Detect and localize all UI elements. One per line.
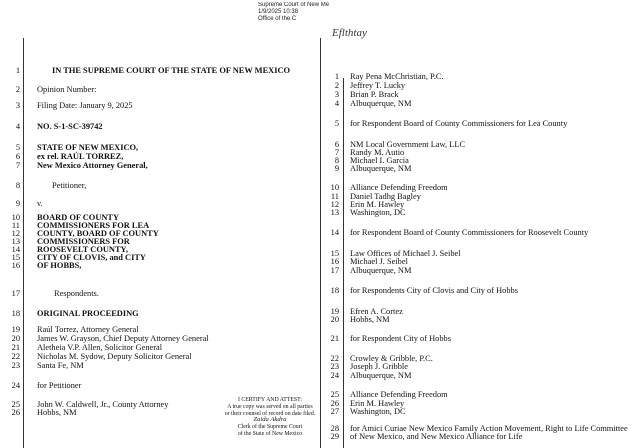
filing-stamp	[258, 2, 368, 23]
right-line-text: for Respondent City of Hobbs	[350, 334, 451, 343]
left-line-number: 10	[11, 213, 20, 222]
left-line-number: 1	[15, 66, 20, 75]
left-line-number: 18	[11, 309, 20, 318]
right-line-number: 25	[330, 390, 339, 399]
right-line-number: 20	[330, 315, 339, 324]
right-line-number: 15	[330, 249, 339, 258]
right-line-number: 1	[334, 72, 339, 81]
right-line-number: 2	[334, 81, 339, 90]
left-line-text: BOARD OF COUNTY	[37, 213, 120, 222]
left-line-text: Aletheia V.P. Allen, Solicitor General	[37, 343, 163, 352]
right-line-number: 12	[330, 200, 339, 209]
right-line-text: Efren A. Cortez	[350, 307, 403, 316]
right-line-number: 17	[330, 266, 339, 275]
right-line-text: Albuquerque, NM	[350, 371, 412, 380]
certification-block	[214, 397, 326, 438]
left-line-text: OF HOBBS,	[37, 261, 82, 270]
left-line-text: ORIGINAL PROCEEDING	[37, 309, 139, 318]
left-margin-rule	[23, 38, 24, 448]
stamp-office: Office of the C	[258, 16, 297, 22]
left-line-text: ROOSEVELT COUNTY,	[37, 245, 128, 254]
left-line-text: ex rel. RAÚL TORREZ,	[37, 152, 124, 161]
left-line-text: COMMISSIONERS FOR LEA	[37, 221, 150, 230]
certify-line4: of the State of New Mexico	[237, 430, 303, 437]
right-line-number: 10	[330, 183, 339, 192]
right-line-number: 6	[334, 140, 339, 149]
right-line-text: Ray Pena McChristian, P.C.	[350, 72, 444, 81]
left-line-text: IN THE SUPREME COURT OF THE STATE OF NEW MEXICO	[52, 66, 291, 75]
right-line-number: 14	[330, 228, 339, 237]
left-line-text: NO. S-1-SC-39742	[37, 122, 103, 131]
left-line-number: 7	[15, 161, 20, 170]
right-line-number: 28	[330, 424, 339, 433]
left-line-number: 25	[11, 400, 20, 409]
left-line-text: Opinion Number:	[37, 85, 97, 94]
clerk-signature: Eflthtay	[332, 27, 367, 39]
right-line-text: Joseph J. Gribble	[350, 362, 408, 371]
right-line-text: for Respondent Board of County Commissioners for Roosevelt County	[350, 228, 589, 237]
left-line-number: 2	[15, 85, 20, 94]
left-line-text: John W. Caldwell, Jr., County Attorney	[37, 400, 169, 409]
left-line-text: James W. Grayson, Chief Deputy Attorney General	[37, 334, 209, 343]
left-line-text: Nicholas M. Sydow, Deputy Solicitor General	[37, 352, 192, 361]
left-line-number: 4	[15, 122, 20, 131]
left-line-number: 23	[11, 361, 20, 370]
left-line-number: 26	[11, 408, 20, 417]
left-line-text: Santa Fe, NM	[37, 361, 84, 370]
right-margin-rule	[343, 78, 344, 448]
right-line-number: 26	[330, 399, 339, 408]
right-line-text: Erin M. Hawley	[350, 200, 405, 209]
left-line-number: 14	[11, 245, 20, 254]
right-line-text: Erin M. Hawley	[350, 399, 405, 408]
certify-line2: or their counsel of record on date filed.	[224, 410, 316, 417]
certify-heading: I CERTIFY AND ATTEST:	[237, 397, 303, 403]
right-line-number: 9	[334, 164, 339, 173]
right-line-number: 16	[330, 257, 339, 266]
left-line-number: 9	[15, 199, 20, 208]
left-line-number: 6	[15, 152, 20, 161]
right-line-text: Washington, DC	[350, 208, 406, 217]
left-line-number: 13	[11, 237, 20, 246]
right-line-number: 21	[330, 334, 339, 343]
left-line-number: 24	[11, 381, 20, 390]
certify-line1: A true copy was served on all parties	[227, 403, 313, 410]
left-line-number: 3	[15, 101, 20, 110]
right-line-number: 3	[334, 90, 339, 99]
left-line-text: Respondents.	[54, 289, 99, 298]
right-line-number: 8	[334, 156, 339, 165]
right-line-text: Daniel Tadhg Bagley	[350, 192, 421, 201]
right-line-number: 7	[334, 148, 339, 157]
left-line-number: 20	[11, 334, 20, 343]
left-line-text: COMMISSIONERS FOR	[37, 237, 130, 246]
left-line-text: Raúl Torrez, Attorney General	[37, 325, 139, 334]
left-line-text: STATE OF NEW MEXICO,	[37, 143, 139, 152]
right-line-text: for Respondent Board of County Commissioners for Lea County	[350, 119, 568, 128]
stamp-court: Supreme Court of New Me	[258, 2, 330, 8]
certify-line3: Clerk of the Supreme Court	[237, 424, 303, 431]
left-line-text: v.	[37, 199, 43, 208]
right-line-text: Albuquerque, NM	[350, 266, 412, 275]
right-line-text: Alliance Defending Freedom	[350, 183, 448, 192]
right-line-number: 13	[330, 208, 339, 217]
left-line-number: 12	[11, 229, 20, 238]
left-line-number: 8	[15, 181, 20, 190]
right-line-text: Washington, DC	[350, 407, 406, 416]
left-line-text: COUNTY, BOARD OF COUNTY	[37, 229, 159, 238]
left-line-text: Hobbs, NM	[37, 408, 77, 417]
right-line-number: 27	[330, 407, 339, 416]
certify-signer: Zaida Akdra	[253, 416, 287, 424]
right-line-text: Crowley & Gribble, P.C.	[350, 354, 433, 363]
right-line-number: 11	[330, 192, 339, 201]
left-line-number: 17	[11, 289, 20, 298]
right-line-number: 22	[330, 354, 339, 363]
right-line-number: 19	[330, 307, 339, 316]
right-line-text: Michael J. Seibel	[350, 257, 408, 266]
left-line-text: New Mexico Attorney General,	[37, 161, 148, 170]
left-line-number: 15	[11, 253, 20, 262]
right-line-number: 4	[334, 99, 339, 108]
right-line-text: of New Mexico, and New Mexico Alliance for Life	[350, 432, 523, 441]
right-line-text: Randy M. Autio	[350, 148, 405, 157]
right-line-text: NM Local Government Law, LLC	[350, 140, 466, 149]
right-line-number: 5	[334, 119, 339, 128]
left-line-text: CITY OF CLOVIS, and CITY	[37, 253, 146, 262]
right-line-text: for Amici Curiae New Mexico Family Action Movement, Right to Life Committee	[350, 424, 628, 433]
left-line-number: 16	[11, 261, 20, 270]
right-line-text: Hobbs, NM	[350, 315, 390, 324]
right-line-text: Law Offices of Michael J. Seibel	[350, 249, 461, 258]
left-line-number: 5	[15, 143, 20, 152]
right-line-number: 29	[330, 432, 339, 441]
right-line-text: Jeffrey T. Lucky	[350, 81, 406, 90]
right-line-text: Brian P. Brack	[350, 90, 399, 99]
right-line-text: Michael I. Garcia	[350, 156, 409, 165]
left-line-number: 11	[11, 221, 20, 230]
left-line-text: Petitioner,	[52, 181, 87, 190]
left-line-number: 19	[11, 325, 20, 334]
left-line-number: 21	[11, 343, 20, 352]
left-line-text: Filing Date: January 9, 2025	[37, 101, 133, 110]
stamp-datetime: 1/9/2025 10:38	[258, 9, 299, 15]
right-line-number: 23	[330, 362, 339, 371]
right-line-text: Albuquerque, NM	[350, 164, 412, 173]
left-line-text: for Petitioner	[37, 381, 82, 390]
right-line-number: 18	[330, 286, 339, 295]
left-line-number: 22	[11, 352, 20, 361]
right-line-text: for Respondents City of Clovis and City of Hobbs	[350, 286, 518, 295]
right-line-text: Alliance Defending Freedom	[350, 390, 448, 399]
right-line-number: 24	[330, 371, 339, 380]
right-line-text: Albuquerque, NM	[350, 99, 412, 108]
